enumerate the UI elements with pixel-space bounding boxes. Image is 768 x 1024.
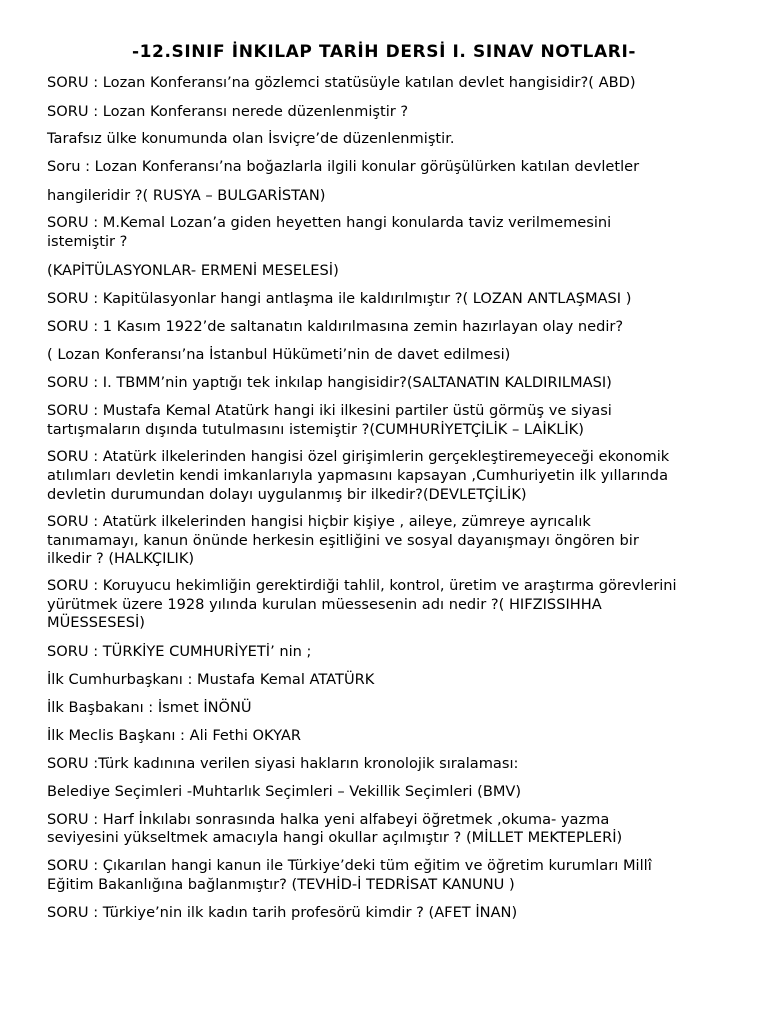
text-line: SORU : Mustafa Kemal Atatürk hangi iki ilkesini partiler üstü görmüş ve siyasi	[47, 402, 612, 419]
text-line: Belediye Seçimleri -Muhtarlık Seçimleri – Vekillik Seçimleri (BMV)	[47, 783, 522, 800]
text-line: istemiştir ?	[47, 233, 128, 250]
text-line: SORU : M.Kemal Lozan’a giden heyetten hangi konularda taviz verilmemesini	[47, 214, 612, 231]
text-line: ilkedir ? (HALKÇILIK)	[47, 550, 195, 567]
text-line: SORU : Lozan Konferansı’na gözlemci statüsüyle katılan devlet hangisidir?( ABD)	[47, 74, 636, 91]
text-line: Soru : Lozan Konferansı’na boğazlarla ilgili konular görüşülürken katılan devletler	[47, 158, 640, 175]
text-line: SORU :Türk kadınına verilen siyasi hakların kronolojik sıralaması:	[47, 755, 519, 772]
text-line: (KAPİTÜLASYONLAR- ERMENİ MESELESİ)	[47, 262, 339, 279]
text-line: tanımamayı, kanun önünde herkesin eşitliğini ve sosyal dayanışmayı öngören bir	[47, 532, 639, 549]
text-line: hangileridir ?( RUSYA – BULGARİSTAN)	[47, 187, 326, 204]
text-line: SORU : I. TBMM’nin yaptığı tek inkılap hangisidir?(SALTANATIN KALDIRILMASI)	[47, 374, 612, 391]
text-line: Eğitim Bakanlığına bağlanmıştır? (TEVHİD-İ TEDRİSAT KANUNU )	[47, 876, 515, 893]
text-line: SORU : Çıkarılan hangi kanun ile Türkiye’deki tüm eğitim ve öğretim kurumları Millî	[47, 857, 652, 874]
text-line: SORU : Lozan Konferansı nerede düzenlenmiştir ?	[47, 103, 409, 120]
text-line: SORU : Türkiye’nin ilk kadın tarih profesörü kimdir ? (AFET İNAN)	[47, 904, 518, 921]
text-line: SORU : TÜRKİYE CUMHURİYETİ’ nin ;	[47, 643, 312, 660]
text-line: SORU : Harf İnkılabı sonrasında halka yeni alfabeyi öğretmek ,okuma- yazma	[47, 811, 610, 828]
text-line: ( Lozan Konferansı’na İstanbul Hükümeti’nin de davet edilmesi)	[47, 346, 511, 363]
document-title: -12.SINIF İNKILAP TARİH DERSİ I. SINAV NOTLARI-	[131, 42, 637, 62]
text-line: İlk Cumhurbaşkanı : Mustafa Kemal ATATÜRK	[47, 671, 375, 688]
text-line: devletin durumundan dolayı uygulanmış bir ilkedir?(DEVLETÇİLİK)	[47, 486, 527, 503]
text-line: seviyesini yükseltmek amacıyla hangi okullar açılmıştır ? (MİLLET MEKTEPLERİ)	[47, 829, 623, 846]
text-line: SORU : Koruyucu hekimliğin gerektirdiği tahlil, kontrol, üretim ve araştırma görevlerini	[47, 577, 677, 594]
text-line: Tarafsız ülke konumunda olan İsviçre’de düzenlenmiştir.	[47, 130, 455, 147]
text-line: yürütmek üzere 1928 yılında kurulan müessesenin adı nedir ?( HIFZISSIHHA	[47, 596, 602, 613]
text-line: SORU : Kapitülasyonlar hangi antlaşma ile kaldırılmıştır ?( LOZAN ANTLAŞMASI )	[47, 290, 632, 307]
text-line: SORU : Atatürk ilkelerinden hangisi hiçbir kişiye , aileye, zümreye ayrıcalık	[47, 513, 591, 530]
text-line: İlk Meclis Başkanı : Ali Fethi OKYAR	[47, 727, 301, 744]
text-line: İlk Başbakanı : İsmet İNÖNÜ	[47, 699, 252, 716]
text-line: atılımları devletin kendi imkanlarıyla yapmasını kapsayan ,Cumhuriyetin ilk yıllarında	[47, 467, 669, 484]
text-line: SORU : Atatürk ilkelerinden hangisi özel girişimlerin gerçekleştiremeyeceği ekonomik	[47, 448, 670, 465]
text-line: MÜESSESESİ)	[47, 614, 145, 631]
text-line: SORU : 1 Kasım 1922’de saltanatın kaldırılmasına zemin hazırlayan olay nedir?	[47, 318, 624, 335]
text-line: tartışmaların dışında tutulmasını istemiştir ?(CUMHURİYETÇİLİK – LAİKLİK)	[47, 421, 584, 438]
